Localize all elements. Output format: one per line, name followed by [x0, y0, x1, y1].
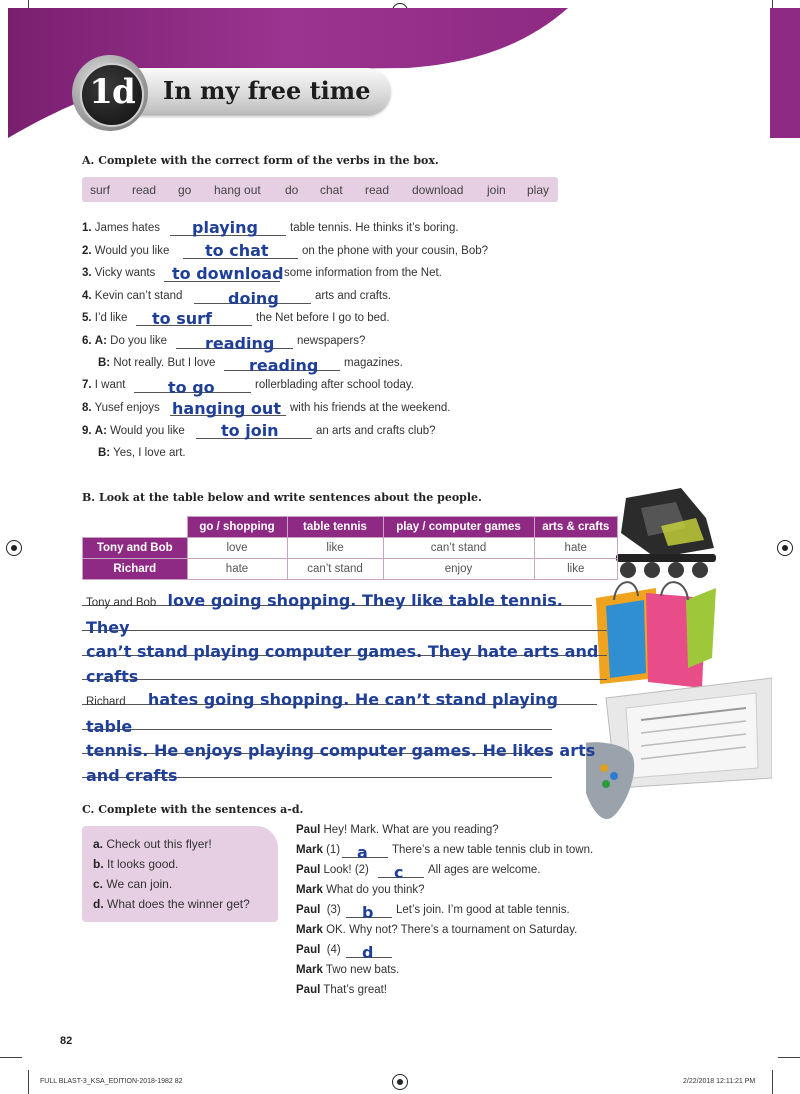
- sentence-option: d. What does the winner get?: [93, 897, 250, 911]
- registration-mark-icon: [392, 1074, 408, 1090]
- crop-mark: [772, 1070, 773, 1094]
- table-cell: hate: [534, 538, 618, 559]
- page-title: In my free time: [163, 76, 371, 105]
- likes-table: [82, 516, 618, 580]
- table-cell: like: [534, 559, 618, 580]
- dialogue-line: Paul Look! (2): [296, 864, 369, 876]
- footer-right: 2/22/2018 12:11:21 PM: [683, 1078, 756, 1085]
- table-cell: love: [187, 538, 287, 559]
- answer-text[interactable]: to go: [168, 378, 215, 397]
- word-box-item: hang out: [214, 183, 261, 197]
- word-box-item: go: [178, 183, 192, 197]
- answer-text[interactable]: reading: [205, 334, 275, 353]
- column-header: table tennis: [287, 517, 383, 538]
- word-box-item: do: [285, 183, 299, 197]
- answer-richard[interactable]: Richard hates going shopping. He can’t stand playing table tennis. He enjoys playing computer games. He likes arts and crafts: [86, 690, 596, 785]
- answer-text[interactable]: d: [362, 943, 374, 962]
- answer-text[interactable]: b: [362, 903, 374, 922]
- dialogue-line: Mark What do you think?: [296, 884, 425, 896]
- table-header-row: [83, 517, 618, 538]
- table-row: [83, 538, 618, 559]
- table-cell: can’t stand: [287, 559, 383, 580]
- table-cell: like: [287, 538, 383, 559]
- answer-text[interactable]: to join: [221, 421, 279, 440]
- row-name: Tony and Bob: [83, 538, 188, 559]
- table-cell: hate: [187, 559, 287, 580]
- answer-text[interactable]: to download: [172, 264, 284, 283]
- answer-text[interactable]: to surf: [152, 309, 212, 328]
- dialogue-line: Paul That’s great!: [296, 984, 388, 996]
- answer-text[interactable]: to chat: [205, 241, 269, 260]
- footer-left: FULL BLAST-3_KSA_EDITION-2018-1982 82: [40, 1078, 183, 1085]
- crop-mark: [0, 1057, 22, 1058]
- dialogue-line: Paul (4): [296, 944, 341, 956]
- word-box-item: join: [487, 183, 506, 197]
- table-row: [83, 559, 618, 580]
- column-header: arts & crafts: [534, 517, 618, 538]
- word-box-item: download: [412, 183, 464, 197]
- table-cell: can’t stand: [383, 538, 534, 559]
- word-box-item: read: [365, 183, 390, 197]
- answer-text[interactable]: a: [357, 843, 368, 862]
- answer-text[interactable]: reading: [249, 356, 319, 375]
- unit-number: 1d: [89, 72, 135, 112]
- column-header: go / shopping: [187, 517, 287, 538]
- word-box-item: surf: [90, 183, 111, 197]
- answer-text[interactable]: doing: [228, 289, 279, 308]
- answer-text[interactable]: hanging out: [172, 399, 281, 418]
- dialogue-line: Mark OK. Why not? There’s a tournament on Saturday.: [296, 924, 578, 936]
- section-a-heading: A. Complete with the correct form of the verbs in the box.: [82, 154, 439, 167]
- dialogue-line: Mark Two new bats.: [296, 964, 400, 976]
- page-edge-tab: [770, 8, 800, 138]
- word-box-item: play: [527, 183, 550, 197]
- section-b-heading: B. Look at the table below and write sentences about the people.: [82, 491, 482, 504]
- sentence-option: a. Check out this flyer!: [93, 837, 212, 851]
- word-box-item: chat: [320, 183, 343, 197]
- section-c-heading: C. Complete with the sentences a-d.: [82, 803, 304, 816]
- answer-text[interactable]: c: [394, 863, 404, 882]
- dialogue-line: Paul (3): [296, 904, 341, 916]
- shopping-bags-icon: [596, 582, 716, 688]
- dialogue-line: Mark (1): [296, 844, 341, 856]
- registration-mark-icon: [777, 540, 793, 556]
- crop-mark: [28, 1070, 29, 1094]
- dialogue-line: Paul Hey! Mark. What are you reading?: [296, 824, 499, 836]
- sentence-option: c. We can join.: [93, 877, 173, 891]
- table-cell: enjoy: [383, 559, 534, 580]
- rollerblade-icon: [616, 488, 716, 578]
- sentence-option: b. It looks good.: [93, 857, 179, 871]
- page-number: 82: [60, 1035, 73, 1047]
- column-header: play / computer games: [383, 517, 534, 538]
- crop-mark: [778, 1057, 800, 1058]
- registration-mark-icon: [6, 540, 22, 556]
- answer-text[interactable]: playing: [192, 218, 258, 237]
- answer-tony-bob[interactable]: Tony and Bob love going shopping. They like table tennis. They can’t stand playing computer games. They hate arts and crafts: [86, 591, 599, 686]
- row-name: Richard: [83, 559, 188, 580]
- word-box-item: read: [132, 183, 157, 197]
- word-box: [82, 177, 558, 202]
